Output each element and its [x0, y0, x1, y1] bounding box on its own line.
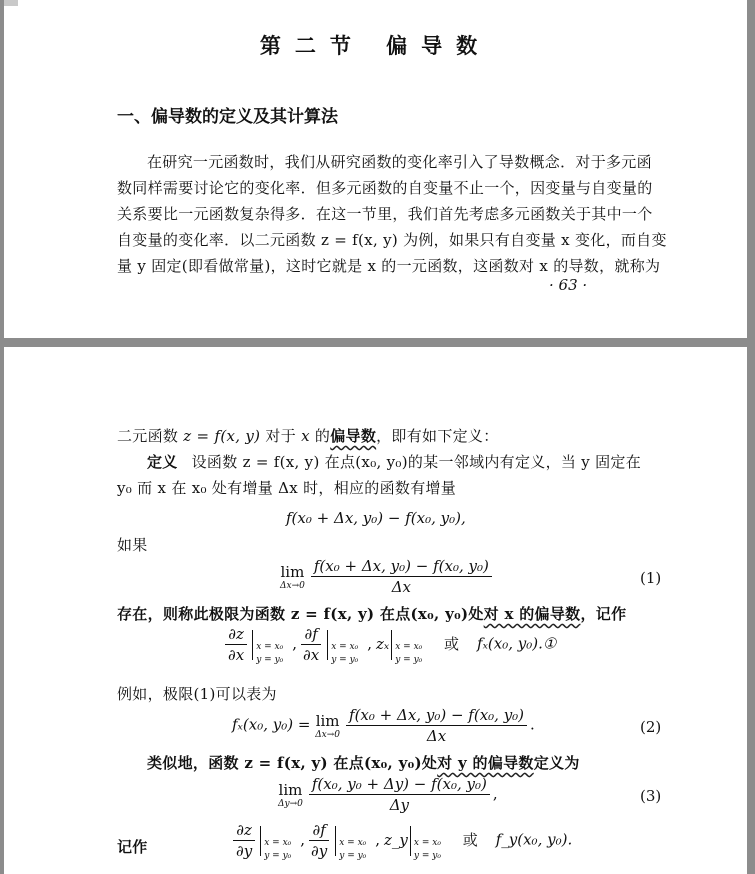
numerator: ∂z: [233, 821, 255, 841]
definition-label: 定义: [147, 453, 178, 471]
numerator: ∂z: [225, 625, 247, 645]
lim-text: lim: [280, 562, 305, 581]
notation-x: $\frac{\partial z}{\partial x}$ x = x₀ y = y₀ , $\frac{\partial f}{\partial x}$ x = x₀ y = y₀ , zₓ x = x₀ y = y₀ 或 fₓ(x₀, y₀).①: [222, 625, 556, 664]
equation-3: [278, 775, 498, 814]
equation-2: [232, 706, 535, 745]
page-number: · 63 ·: [549, 276, 588, 294]
paragraph-line: 量 y 固定(即看做常量)，这时它就是 x 的一元函数，这函数对 x 的导数，就称为: [117, 257, 661, 275]
punct: .: [530, 715, 535, 734]
sub-heading: 一、偏导数的定义及其计算法: [117, 107, 338, 127]
condition-x: x = x₀: [413, 837, 441, 848]
fraction: [309, 775, 490, 814]
lim-subscript: Δy→0: [278, 798, 303, 809]
numerator: ∂f: [301, 625, 320, 645]
numerator: f(x₀ + Δx, y₀) − f(x₀, y₀): [346, 706, 527, 726]
punct: ,: [492, 784, 498, 803]
term-partial-x: 对 x 的偏导数: [483, 605, 581, 623]
lim-text: lim: [278, 780, 303, 799]
condition-x: x = x₀: [331, 641, 359, 652]
lim-subscript: Δx→0: [315, 729, 341, 740]
condition-y: y = y₀: [331, 654, 359, 665]
text: ，记作: [580, 605, 627, 623]
evaluation-bar: [335, 826, 372, 861]
condition-y: y = y₀: [256, 654, 284, 665]
partial-z-x: [225, 625, 247, 664]
partial-f-y: [308, 821, 330, 860]
section-title: 第二节 偏导数: [259, 33, 492, 58]
math: x: [301, 427, 310, 445]
math: z = f(x, y): [183, 427, 261, 445]
term-partial-y: 对 y 的偏导数: [437, 754, 534, 772]
denominator: Δy: [389, 796, 410, 814]
lim-subscript: Δx→0: [280, 580, 305, 591]
fraction: [346, 706, 527, 745]
text: 存在，则称此极限为函数 z = f(x, y) 在点(x₀, y₀)处: [117, 605, 484, 623]
text: 的: [309, 427, 331, 445]
evaluation-bar: [252, 630, 289, 665]
equation-number-1: (1): [640, 569, 662, 587]
f-sub-y: f_y(x₀, y₀).: [495, 830, 573, 849]
paragraph-line: 数同样需要讨论它的变化率．但多元函数的自变量不止一个，因变量与自变量的: [117, 179, 653, 197]
condition-y: y = y₀: [339, 850, 367, 861]
condition-x: x = x₀: [395, 641, 423, 652]
term-partial-derivative: 偏导数: [330, 427, 377, 445]
text: 定义为: [533, 754, 580, 772]
equation-1: [280, 557, 495, 596]
evaluation-bar: [410, 826, 447, 861]
page-64: [4, 347, 747, 874]
text: 二元函数: [117, 427, 184, 445]
increment-expression: f(x₀ + Δx, y₀) − f(x₀, y₀),: [286, 509, 466, 527]
lim-text: lim: [315, 711, 340, 730]
condition-x: x = x₀: [264, 837, 292, 848]
definition-line-2: y₀ 而 x 在 x₀ 处有增量 Δx 时，相应的函数有增量: [117, 479, 457, 497]
denominator: ∂x: [228, 646, 245, 664]
or-word: 或: [444, 634, 460, 653]
notation-label: 记作: [117, 838, 148, 856]
condition-y: y = y₀: [413, 850, 441, 861]
z-sub-y: z_y: [384, 830, 408, 849]
fraction: [311, 557, 492, 596]
denominator: ∂x: [303, 646, 320, 664]
condition-x: x = x₀: [256, 641, 284, 652]
or-word: 或: [462, 830, 478, 849]
text: 对于: [260, 427, 302, 445]
notation-y: $\frac{\partial z}{\partial y}$ x = x₀ y = y₀ , $\frac{\partial f}{\partial y}$ x = x₀ y = y₀ , z_y x = x₀ y = y₀ 或 f_y(x₀, y₀).: [230, 821, 572, 860]
paragraph-line: 自变量的变化率．以二元函数 z = f(x, y) 为例，如果只有自变量 x 变化，而自变: [117, 231, 667, 249]
similar-line: [147, 752, 580, 773]
equation-number-2: (2): [640, 718, 662, 736]
denominator: Δx: [391, 578, 411, 596]
definition-line: [147, 451, 641, 472]
equation-number-3: (3): [640, 787, 662, 805]
lhs: fₓ(x₀, y₀) =: [232, 715, 316, 734]
exist-line: [117, 603, 626, 624]
f-sub-x: fₓ(x₀, y₀).①: [477, 634, 557, 653]
limit-operator: [315, 712, 340, 740]
numerator: f(x₀ + Δx, y₀) − f(x₀, y₀): [311, 557, 492, 577]
page-63: [4, 0, 747, 338]
if-word: 如果: [117, 536, 148, 554]
denominator: ∂y: [236, 842, 253, 860]
definition-text: 设函数 z = f(x, y) 在点(x₀, y₀)的某一邻域内有定义，当 y 固定在: [191, 453, 641, 471]
condition-x: x = x₀: [339, 837, 367, 848]
denominator: ∂y: [311, 842, 328, 860]
text: ，即有如下定义：: [376, 427, 499, 445]
evaluation-bar: [327, 630, 364, 665]
partial-z-y: [233, 821, 255, 860]
intro-line: [117, 425, 499, 446]
partial-f-x: [300, 625, 322, 664]
denominator: Δx: [426, 727, 447, 745]
limit-operator: [280, 563, 305, 591]
numerator: f(x₀, y₀ + Δy) − f(x₀, y₀): [309, 775, 490, 795]
evaluation-bar: [391, 630, 428, 665]
numerator: ∂f: [309, 821, 328, 841]
example-line: 例如，极限(1)可以表为: [117, 685, 277, 703]
text: 类似地，函数 z = f(x, y) 在点(x₀, y₀)处: [147, 754, 438, 772]
condition-y: y = y₀: [395, 654, 423, 665]
paragraph-line: 在研究一元函数时，我们从研究函数的变化率引入了导数概念．对于多元函: [147, 153, 652, 171]
bleed-mark: [4, 0, 18, 6]
z-sub-x: zₓ: [376, 634, 390, 653]
condition-y: y = y₀: [264, 850, 292, 861]
limit-operator: [278, 781, 303, 809]
evaluation-bar: [260, 826, 297, 861]
paragraph-line: 关系要比一元函数复杂得多．在这一节里，我们首先考虑多元函数关于其中一个: [117, 205, 653, 223]
